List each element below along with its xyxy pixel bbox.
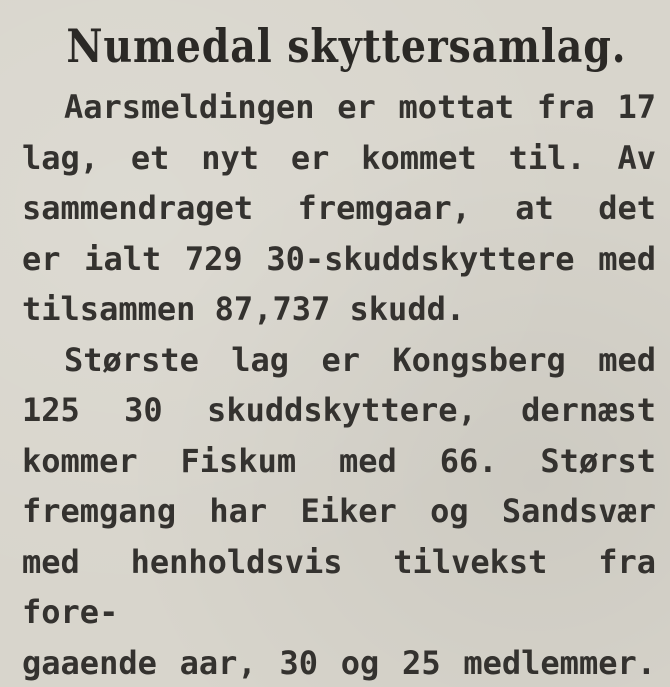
paragraph-line: fremgang har Eiker og Sandsvær [22, 492, 656, 530]
paragraph-line: er ialt 729 30-skuddskyttere med [22, 239, 656, 278]
article-headline: Numedal skyttersamlag. [66, 19, 627, 73]
article-paragraph-2 [22, 335, 656, 687]
paragraph-line: lag, et nyt er kommet til. Av [22, 138, 656, 177]
article-paragraph-1 [22, 82, 656, 335]
paragraph-line: med henholdsvis tilvekst fra fore- [22, 542, 656, 631]
paragraph-line: gaaende aar, 30 og 25 medlemmer. [22, 643, 656, 682]
paragraph-line: Aarsmeldingen er mottat fra 17 [64, 88, 656, 126]
paragraph-line: Største lag er Kongsberg med [64, 340, 656, 379]
paragraph-line: kommer Fiskum med 66. Størst [22, 441, 656, 480]
paragraph-line: sammendraget fremgaar, at det [22, 189, 656, 227]
paragraph-line: 125 30 skuddskyttere, dernæst [22, 391, 656, 429]
paragraph-line: tilsammen 87,737 skudd. [22, 290, 466, 328]
